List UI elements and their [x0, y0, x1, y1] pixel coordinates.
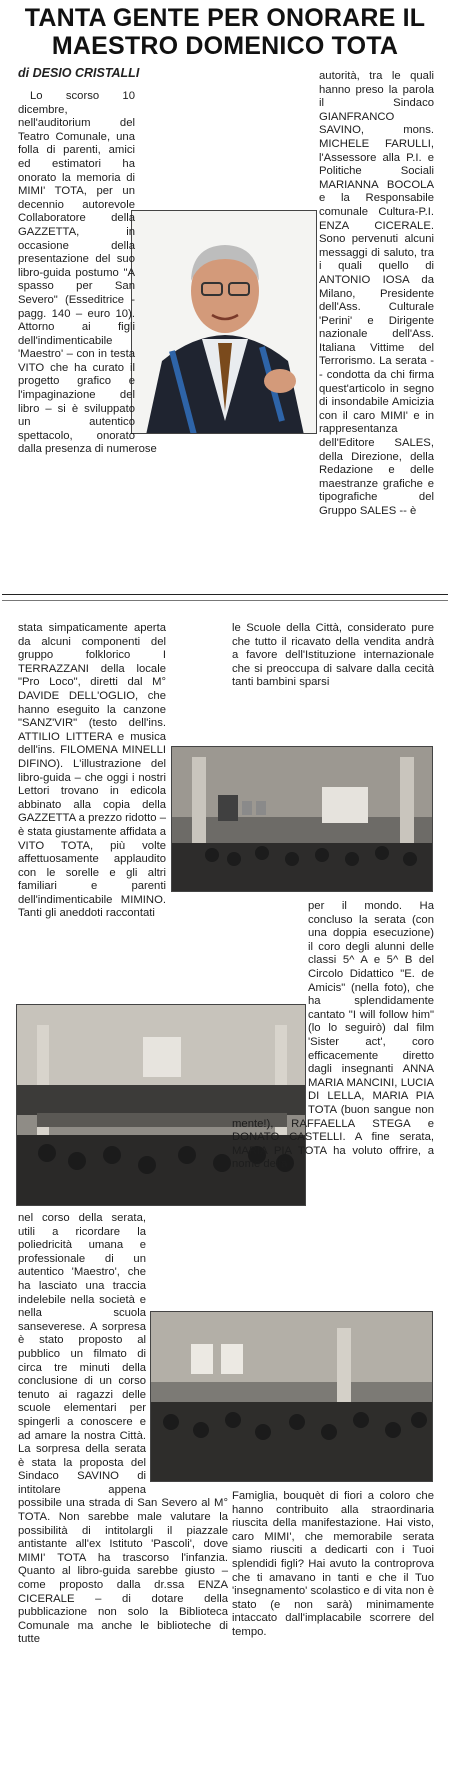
headline: TANTA GENTE PER ONORARE IL MAESTRO DOMENICO TOTA — [24, 4, 426, 60]
bottom-left-text-b: nel corso della serata, utili a ricordare la poliedricità umana e professionale di un autentico 'Maestro', che ha lasciato una traccia indelebile nella società e nella scuola sanseverese. A sorpresa è stato proposto al pubblico un filmato di circa tre minuti della conclusione di un corso tenuto ai ragazzi delle scuole elementari per spingerli a conoscere e ad amare la nostra Città. La sorpresa della serata è stata la proposta del Sindaco SAVINO di intitolare appena possibile una strada di San Severo al M° TOTA. Non sarebbe male valutare la possibilità di intitolargli il piazzale antistante all'ex Istituto 'Pascoli', dove MIMI' TOTA ha trascorso l'infanzia. Quanto al libro-guida sarebbe giusto – come proposto dalla dr.ssa ENZA CICERALE – di dotare della pubblicazione non solo la Biblioteca Comunale ma anche le biblioteche di tutte — [18, 1212, 228, 1646]
bottom-left-text-a: stata simpaticamente aperta da alcuni componenti del gruppo folklorico I TERRAZZANI della locale "Pro Loco", diretti dal M° DAVIDE DELL'OGLIO, che hanno eseguito la canzone "SANZ'VIR" (testo dell'ins. ATTILIO LITTERA e musica dell'ins. FILOMENA MINELLI DIFINO). L'illustrazione del libro-guida – che oggi i nostri Lettori trovano in edicola abbinato alla copia della GAZZETTA a prezzo ridotto – è stata giustamente affidata a VITO TOTA, più volte affettuosamente applaudito con le sorelle e gli altri familiari e parenti dell'indimenticabile MIMINO. Tanti gli aneddoti raccontati — [18, 622, 167, 920]
float-spacer-photo1 — [166, 744, 228, 904]
section-divider-thin — [2, 600, 448, 601]
byline: di DESIO CRISTALLI — [18, 66, 140, 80]
float-spacer-photo2 — [232, 1006, 308, 1114]
float-spacer-photo3 — [146, 1309, 228, 1487]
bottom-left-column-a — [18, 622, 228, 1002]
top-right-column — [229, 70, 434, 590]
section-divider — [2, 594, 448, 595]
bottom-right-text-b: per il mondo. Ha concluso la serata (con una doppia esecuzione) il coro degli alunni delle classi 5^ A e 5^ B del Circolo Didattico "E. de Amicis" (nella foto), che ha splendidamente cantato "I will follow him" (lo lo seguirò) dal film 'Sister act', coro efficacemente diretto dagli insegnanti ANNA MARIA MANCINI, LUCIA DI LELLA, MARIA PIA TOTA (buon sangue non mente!), RAFFAELLA STEGA e DONATO CASTELLI. A fine serata, MARIA PIA TOTA ha voluto offrire, a nome della — [232, 900, 434, 1171]
bottom-right-column-b — [232, 900, 434, 1305]
bottom-right-column-a — [232, 622, 434, 742]
top-right-text: autorità, tra le quali hanno preso la parola il Sindaco GIANFRANCO SAVINO, mons. MICHELE FARULLI, l'Assessore alla P.I. e Politiche Sociali MARIANNA BOCOLA e la Responsabile comunale Cultura-P.I. ENZA CICERALE. Sono pervenuti alcuni messaggi di saluto, tra i quali quello di ANTONIO IOSA da Milano, Presidente dell'Ass. Culturale 'Perini' e Dirigente nazionale dell'Ass. Italiana Vittime del Terrorismo. La serata -- condotta da chi firma quest'articolo in segno di insondabile Amicizia con il caro MIMI' e in rappresentanza dell'Editore SALES, della Direzione, della Redazione e delle maestranze grafiche e tipografiche del Gruppo SALES -- è — [319, 70, 434, 517]
float-spacer-right — [229, 198, 319, 563]
top-left-text: Lo scorso 10 dicembre, nell'auditorium del Teatro Comunale, una folla di parenti, amici ed estimatori ha onorato la memoria di MIMI' TOTA, per un decennio autorevole Collaboratore della GAZZETTA, in occasione della presentazione del suo libro-guida postumo "A spasso per San Severo" (Esseditrice - pagg. 140 – euro 10). Attorno ai figli dell'indimenticabile 'Maestro' – con in testa VITO che ha curato il progetto grafico e l'impaginazione del libro – si è sviluppato un autentico spettacolo, onorato dalla presenza di numerose — [18, 90, 157, 456]
bottom-left-column-b — [18, 1212, 228, 1772]
bottom-right-text-a: le Scuole della Città, considerato pure che tutto il ricavato della vendita andrà a favore dell'Istituzione internazionale che si preoccupa di salvare dalla cecità tanti bambini sparsi — [232, 622, 434, 689]
bottom-right-column-c — [232, 1490, 434, 1780]
top-left-column — [18, 90, 225, 590]
bottom-right-text-c: Famiglia, bouquèt di fiori a coloro che hanno contribuito alla straordinaria riuscita della manifestazione. Hai visto, caro MIMI', che memorabile serata siamo riusciti a dedicarti con i Tuoi splendidi figli? Hai avuto la controprova che ti amavano in tanti e che il Tuo 'insegnamento' scolastico e di vita non è stato (e non sarà) minimamente intaccato dall'implacabile scorrere del tempo. — [232, 1490, 434, 1638]
float-spacer — [135, 90, 225, 430]
